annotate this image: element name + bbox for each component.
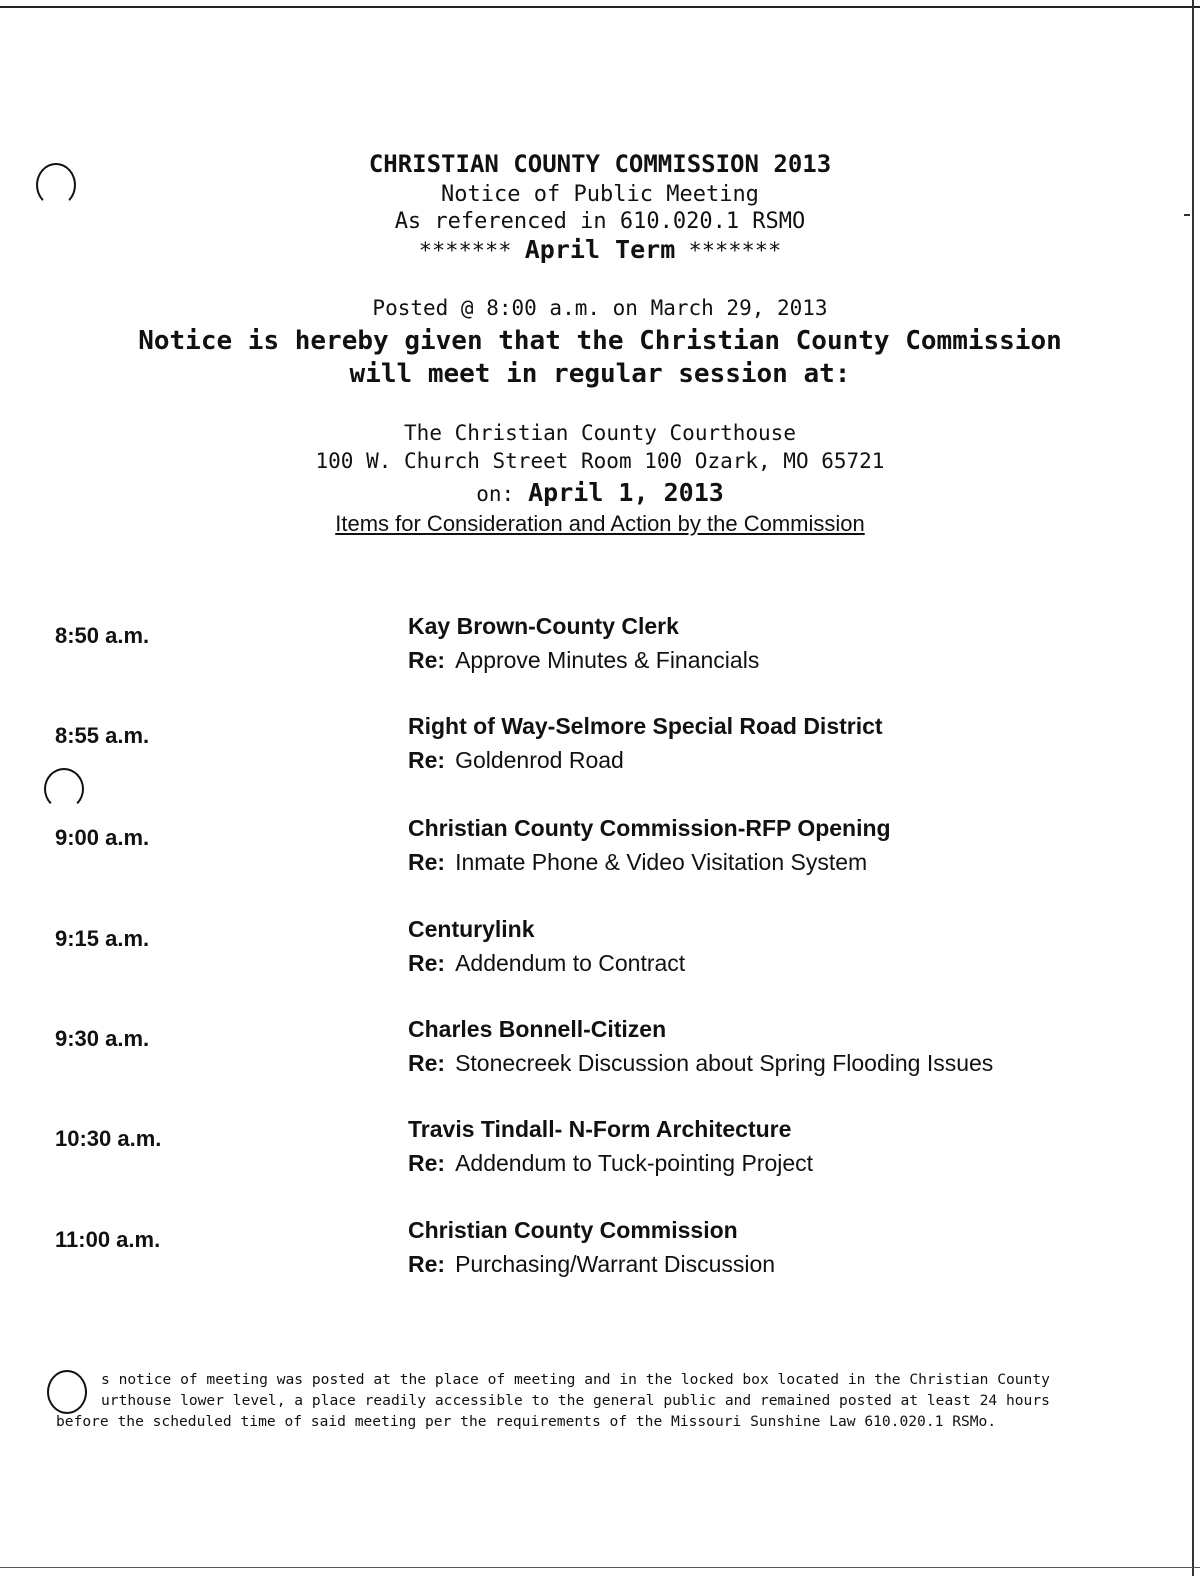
term-stars-right: *******	[688, 239, 782, 264]
items-heading: Items for Consideration and Action by the Commission	[335, 511, 865, 536]
agenda-time: 9:30 a.m.	[55, 1026, 150, 1051]
agenda-item	[0, 1016, 1200, 1086]
posted-line: Posted @ 8:00 a.m. on March 29, 2013	[372, 296, 828, 320]
agenda-item	[0, 815, 1200, 885]
agenda-subject-text: Addendum to Contract	[455, 950, 686, 976]
agenda-item	[0, 916, 1200, 986]
term-line	[0, 235, 1200, 264]
agenda-time: 11:00 a.m.	[55, 1227, 161, 1252]
term-label: April Term	[524, 235, 676, 264]
notice-statement	[0, 325, 1200, 391]
agenda-time: 8:50 a.m.	[55, 623, 150, 648]
posting-statement	[56, 1369, 1146, 1432]
on-label: on:	[476, 482, 515, 506]
agenda-subject-text: Approve Minutes & Financials	[455, 647, 760, 673]
re-label: Re:	[408, 747, 446, 773]
agenda-subject	[408, 647, 759, 674]
agenda-subject	[408, 1050, 993, 1077]
meeting-date: April 1, 2013	[528, 478, 724, 507]
bottom-border-line	[0, 1567, 1200, 1568]
agenda-subject-text: Stonecreek Discussion about Spring Flooding Issues	[455, 1050, 994, 1076]
posting-line-3: before the scheduled time of said meeting per the requirements of the Missouri Sunshine Law 610.020.1 RSMo.	[56, 1413, 997, 1430]
agenda-subject-text: Addendum to Tuck-pointing Project	[455, 1150, 814, 1176]
agenda-subject	[408, 849, 867, 876]
agenda-item	[0, 1116, 1200, 1186]
agenda-item	[0, 613, 1200, 683]
agenda-presenter: Centurylink	[408, 916, 535, 942]
document-subtitle: Notice of Public Meeting	[441, 182, 759, 207]
agenda-time: 9:00 a.m.	[55, 825, 150, 850]
agenda-presenter: Kay Brown-County Clerk	[408, 613, 679, 639]
statute-reference: As referenced in 610.020.1 RSMO	[394, 209, 806, 234]
posting-line-1: s notice of meeting was posted at the place of meeting and in the locked box located in the Christian County	[101, 1371, 1050, 1388]
agenda-subject	[408, 950, 685, 977]
re-label: Re:	[408, 849, 446, 875]
agenda-subject-text: Inmate Phone & Video Visitation System	[455, 849, 868, 875]
document-title: CHRISTIAN COUNTY COMMISSION 2013	[368, 150, 832, 178]
agenda-time: 8:55 a.m.	[55, 723, 150, 748]
agenda-time: 9:15 a.m.	[55, 926, 150, 951]
term-stars-left: *******	[418, 239, 512, 264]
re-label: Re:	[408, 1150, 446, 1176]
notice-line-1: Notice is hereby given that the Christian County Commission	[138, 326, 1062, 356]
agenda-item	[0, 713, 1200, 783]
re-label: Re:	[408, 1050, 446, 1076]
agenda-presenter: Right of Way-Selmore Special Road District	[408, 713, 883, 739]
meeting-date-line	[0, 478, 1200, 507]
agenda-subject	[408, 1150, 813, 1177]
re-label: Re:	[408, 950, 446, 976]
agenda-item	[0, 1217, 1200, 1287]
re-label: Re:	[408, 647, 446, 673]
agenda-presenter: Travis Tindall- N-Form Architecture	[408, 1116, 792, 1142]
agenda-subject	[408, 1251, 775, 1278]
agenda-subject	[408, 747, 624, 774]
agenda-time: 10:30 a.m.	[55, 1126, 162, 1151]
notice-line-2: will meet in regular session at:	[349, 359, 851, 389]
re-label: Re:	[408, 1251, 446, 1277]
meeting-location: The Christian County Courthouse	[404, 421, 796, 445]
agenda-presenter: Christian County Commission	[408, 1217, 738, 1243]
posting-line-2: urthouse lower level, a place readily accessible to the general public and remained posted at least 24 hours	[101, 1392, 1050, 1409]
meeting-address: 100 W. Church Street Room 100 Ozark, MO 65721	[315, 449, 885, 473]
agenda-subject-text: Purchasing/Warrant Discussion	[455, 1251, 776, 1277]
agenda-presenter: Christian County Commission-RFP Opening	[408, 815, 891, 841]
agenda-subject-text: Goldenrod Road	[455, 747, 624, 773]
top-border-line	[0, 6, 1200, 8]
agenda-presenter: Charles Bonnell-Citizen	[408, 1016, 667, 1042]
